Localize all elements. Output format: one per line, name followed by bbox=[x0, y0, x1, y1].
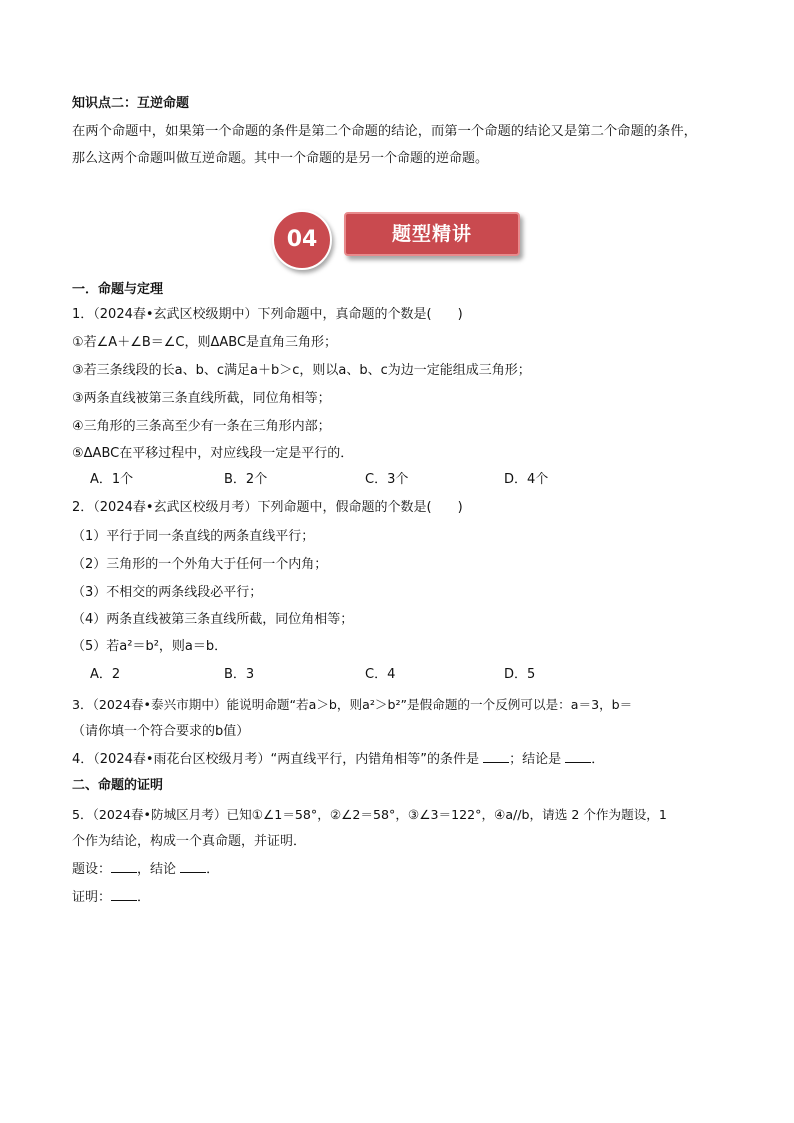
q3-line2: （请你填一个符合要求的b值） bbox=[72, 724, 250, 739]
q5-proof-end-mark: ． bbox=[137, 890, 151, 905]
q4-text-b: ；结论是 bbox=[509, 752, 566, 767]
q1-options bbox=[90, 471, 670, 489]
q1-item5: ⑤ΔABC在平移过程中，对应线段一定是平行的． bbox=[72, 446, 354, 461]
q4-text-a: 4．（2024春•雨花台区校级月考）“两直线平行，内错角相等”的条件是 bbox=[72, 752, 484, 767]
banner-title: 题型精讲 bbox=[391, 223, 472, 245]
q5-line1: 5．（2024春•防城区月考）已知①∠1＝58°，②∠2＝58°，③∠3＝122°，④a//b，请选 2 个作为题设，1 bbox=[72, 807, 667, 822]
q2-item3: （3）不相交的两条线段必平行； bbox=[72, 585, 263, 600]
q5-premise-line bbox=[72, 860, 219, 879]
q2-item2: （2）三角形的一个外角大于任何一个内角； bbox=[72, 557, 328, 572]
q5-proof-label: 证明： bbox=[72, 890, 112, 905]
section2-title: 二、命题的证明 bbox=[72, 778, 164, 793]
q2-item4: （4）两条直线被第三条直线所截，同位角相等； bbox=[72, 612, 354, 627]
knowledge-para-line1: 在两个命题中，如果第一个命题的条件是第二个命题的结论，而第一个命题的结论又是第二个命题的条件， bbox=[72, 124, 697, 139]
q3-line1: 3．（2024春•泰兴市期中）能说明命题“若a＞b，则a²＞b²”是假命题的一个反例可以是：a＝3，b＝ bbox=[72, 697, 633, 712]
q5-end-mark: ． bbox=[206, 862, 220, 877]
q1-stem: 1．（2024春•玄武区校级期中）下列命题中，真命题的个数是( ) bbox=[72, 307, 463, 322]
q5-conclusion-label: ，结论 bbox=[137, 862, 181, 877]
q2-option-b[interactable]: B．3 bbox=[224, 667, 255, 682]
q1-item2: ③若三条线段的长a、b、c满足a＋b＞c，则以a、b、c为边一定能组成三角形； bbox=[72, 363, 531, 378]
section1-title: 一．命题与定理 bbox=[72, 282, 164, 297]
q1-item3: ③两条直线被第三条直线所截，同位角相等； bbox=[72, 391, 331, 406]
q1-option-b[interactable]: B．2个 bbox=[224, 472, 268, 487]
q2-options bbox=[90, 666, 670, 684]
q2-item5: （5）若a²＝b²，则a＝b． bbox=[72, 639, 228, 654]
q2-stem: 2．（2024春•玄武区校级月考）下列命题中，假命题的个数是( ) bbox=[72, 500, 463, 515]
q1-option-c[interactable]: C．3个 bbox=[365, 472, 409, 487]
q4-conclusion-blank[interactable] bbox=[565, 750, 591, 763]
q2-option-d[interactable]: D．5 bbox=[504, 667, 536, 682]
q4-line bbox=[72, 750, 604, 769]
section-banner bbox=[272, 206, 524, 270]
q5-line2: 个作为结论，构成一个真命题，并证明． bbox=[72, 834, 307, 849]
q1-item4: ④三角形的三条高至少有一条在三角形内部； bbox=[72, 419, 331, 434]
banner-number: 04 bbox=[286, 227, 318, 252]
q4-condition-blank[interactable] bbox=[483, 750, 509, 763]
q5-conclusion-blank[interactable] bbox=[180, 860, 206, 873]
q4-text-c: ． bbox=[591, 752, 605, 767]
q2-option-a[interactable]: A．2 bbox=[90, 667, 121, 682]
q5-premise-blank[interactable] bbox=[111, 860, 137, 873]
q5-proof-line bbox=[72, 888, 150, 907]
knowledge-para-line2: 那么这两个命题叫做互逆命题。其中一个命题的是另一个命题的逆命题。 bbox=[72, 151, 489, 166]
q1-option-a[interactable]: A．1个 bbox=[90, 472, 134, 487]
q2-option-c[interactable]: C．4 bbox=[365, 667, 396, 682]
q2-item1: （1）平行于同一条直线的两条直线平行； bbox=[72, 529, 315, 544]
q1-option-d[interactable]: D．4个 bbox=[504, 472, 549, 487]
q1-item1: ①若∠A＋∠B＝∠C，则ΔABC是直角三角形； bbox=[72, 335, 338, 350]
knowledge-heading: 知识点二：互逆命题 bbox=[72, 96, 190, 111]
q5-premise-label: 题设： bbox=[72, 862, 112, 877]
q5-proof-blank[interactable] bbox=[111, 888, 137, 901]
